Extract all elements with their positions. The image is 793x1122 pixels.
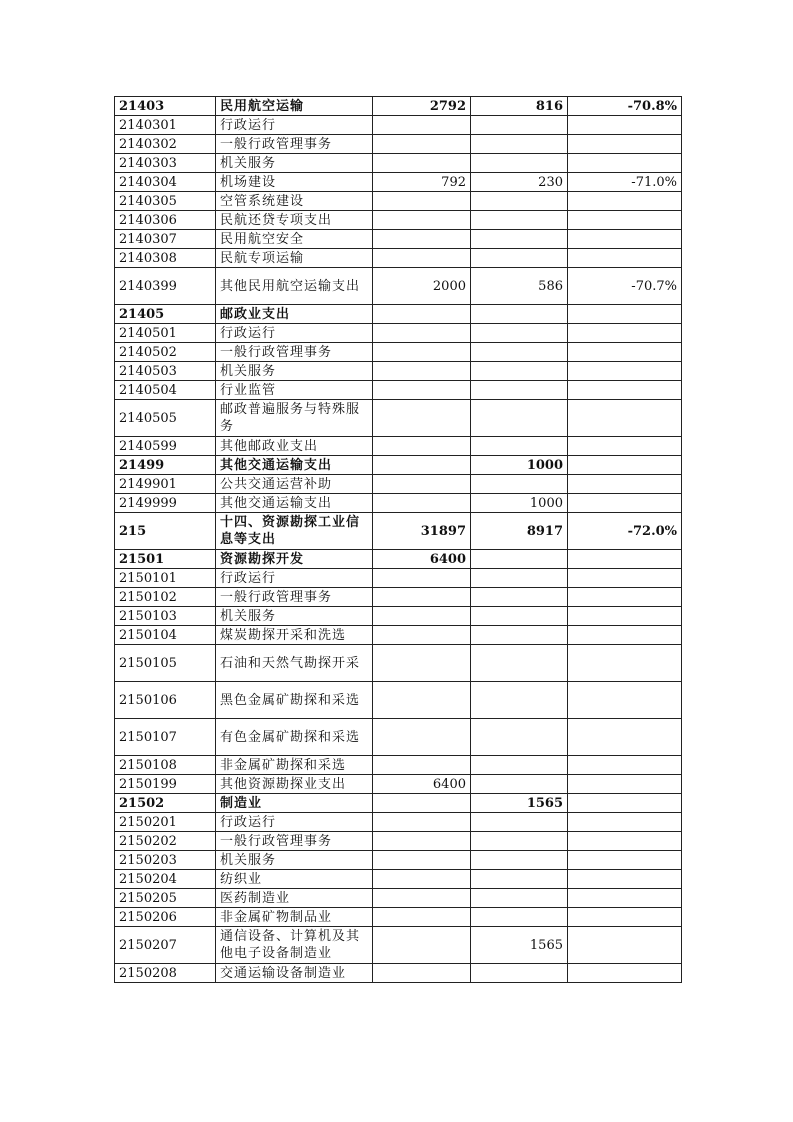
subject-name-cell: 一般行政管理事务 — [216, 343, 373, 362]
amount-cell-1: 792 — [373, 173, 471, 192]
subject-name-cell: 其他交通运输支出 — [216, 456, 373, 475]
subject-code-cell: 2150103 — [115, 607, 216, 626]
subject-name-cell: 邮政普遍服务与特殊服务 — [216, 400, 373, 437]
amount-cell-2 — [471, 230, 568, 249]
table-row — [115, 908, 682, 927]
subject-name-cell: 黑色金属矿勘探和采选 — [216, 682, 373, 719]
subject-code-cell: 2150204 — [115, 870, 216, 889]
table-row — [115, 494, 682, 513]
subject-name-cell: 一般行政管理事务 — [216, 588, 373, 607]
subject-code-cell: 2140505 — [115, 400, 216, 437]
change-percent-cell — [568, 927, 682, 964]
subject-code-cell: 2150203 — [115, 851, 216, 870]
table-row — [115, 249, 682, 268]
table-row — [115, 569, 682, 588]
amount-cell-1 — [373, 381, 471, 400]
subject-code-cell: 2150101 — [115, 569, 216, 588]
table-category-row — [115, 305, 682, 324]
amount-cell-2 — [471, 437, 568, 456]
change-percent-cell: -70.8% — [568, 97, 682, 116]
subject-name-cell: 通信设备、计算机及其他电子设备制造业 — [216, 927, 373, 964]
amount-cell-2 — [471, 211, 568, 230]
change-percent-cell — [568, 324, 682, 343]
subject-code-cell: 21405 — [115, 305, 216, 324]
change-percent-cell — [568, 794, 682, 813]
amount-cell-2: 586 — [471, 268, 568, 305]
subject-code-cell: 2150206 — [115, 908, 216, 927]
change-percent-cell: -70.7% — [568, 268, 682, 305]
subject-name-cell: 一般行政管理事务 — [216, 832, 373, 851]
subject-code-cell: 2140599 — [115, 437, 216, 456]
subject-name-cell: 机关服务 — [216, 607, 373, 626]
table-row — [115, 268, 682, 305]
amount-cell-1 — [373, 870, 471, 889]
amount-cell-2 — [471, 775, 568, 794]
amount-cell-1: 6400 — [373, 775, 471, 794]
amount-cell-1 — [373, 645, 471, 682]
amount-cell-1 — [373, 626, 471, 645]
change-percent-cell — [568, 475, 682, 494]
change-percent-cell — [568, 870, 682, 889]
subject-name-cell: 空管系统建设 — [216, 192, 373, 211]
table-row — [115, 343, 682, 362]
table-row — [115, 626, 682, 645]
subject-name-cell: 非金属矿勘探和采选 — [216, 756, 373, 775]
amount-cell-2 — [471, 645, 568, 682]
table-row — [115, 775, 682, 794]
subject-name-cell: 机场建设 — [216, 173, 373, 192]
subject-name-cell: 民航专项运输 — [216, 249, 373, 268]
subject-name-cell: 医药制造业 — [216, 889, 373, 908]
amount-cell-2 — [471, 889, 568, 908]
amount-cell-2 — [471, 192, 568, 211]
table-row — [115, 192, 682, 211]
table-row — [115, 381, 682, 400]
table-row — [115, 964, 682, 983]
change-percent-cell — [568, 400, 682, 437]
change-percent-cell — [568, 908, 682, 927]
subject-code-cell: 2140305 — [115, 192, 216, 211]
budget-table-body — [115, 97, 682, 983]
change-percent-cell — [568, 437, 682, 456]
amount-cell-1: 2000 — [373, 268, 471, 305]
subject-code-cell: 2140503 — [115, 362, 216, 381]
table-row — [115, 889, 682, 908]
amount-cell-2 — [471, 305, 568, 324]
amount-cell-1 — [373, 832, 471, 851]
change-percent-cell — [568, 775, 682, 794]
subject-code-cell: 2140301 — [115, 116, 216, 135]
subject-code-cell: 2140399 — [115, 268, 216, 305]
change-percent-cell — [568, 756, 682, 775]
subject-name-cell: 交通运输设备制造业 — [216, 964, 373, 983]
amount-cell-2 — [471, 550, 568, 569]
amount-cell-1 — [373, 249, 471, 268]
subject-name-cell: 民航还贷专项支出 — [216, 211, 373, 230]
subject-code-cell: 21502 — [115, 794, 216, 813]
subject-name-cell: 邮政业支出 — [216, 305, 373, 324]
subject-code-cell: 2140308 — [115, 249, 216, 268]
amount-cell-1: 6400 — [373, 550, 471, 569]
subject-name-cell: 石油和天然气勘探开采 — [216, 645, 373, 682]
change-percent-cell: -71.0% — [568, 173, 682, 192]
amount-cell-1 — [373, 756, 471, 775]
subject-code-cell: 2150199 — [115, 775, 216, 794]
amount-cell-1 — [373, 569, 471, 588]
amount-cell-2: 8917 — [471, 513, 568, 550]
table-row — [115, 832, 682, 851]
amount-cell-2: 1565 — [471, 794, 568, 813]
change-percent-cell — [568, 889, 682, 908]
amount-cell-1 — [373, 927, 471, 964]
amount-cell-2 — [471, 381, 568, 400]
amount-cell-2 — [471, 908, 568, 927]
subject-code-cell: 2150208 — [115, 964, 216, 983]
budget-table — [114, 96, 682, 983]
amount-cell-1 — [373, 719, 471, 756]
table-row — [115, 870, 682, 889]
subject-code-cell: 2150102 — [115, 588, 216, 607]
amount-cell-1 — [373, 211, 471, 230]
subject-code-cell: 2150105 — [115, 645, 216, 682]
amount-cell-1 — [373, 889, 471, 908]
amount-cell-2: 1000 — [471, 456, 568, 475]
amount-cell-1 — [373, 851, 471, 870]
table-row — [115, 927, 682, 964]
amount-cell-1 — [373, 475, 471, 494]
subject-code-cell: 2149901 — [115, 475, 216, 494]
subject-code-cell: 21501 — [115, 550, 216, 569]
subject-name-cell: 其他邮政业支出 — [216, 437, 373, 456]
amount-cell-1 — [373, 813, 471, 832]
table-row — [115, 588, 682, 607]
subject-name-cell: 有色金属矿勘探和采选 — [216, 719, 373, 756]
subject-name-cell: 机关服务 — [216, 154, 373, 173]
table-row — [115, 607, 682, 626]
amount-cell-1 — [373, 343, 471, 362]
amount-cell-1 — [373, 437, 471, 456]
subject-name-cell: 制造业 — [216, 794, 373, 813]
subject-code-cell: 2150108 — [115, 756, 216, 775]
amount-cell-2 — [471, 400, 568, 437]
change-percent-cell — [568, 249, 682, 268]
amount-cell-2 — [471, 756, 568, 775]
table-row — [115, 813, 682, 832]
table-row — [115, 230, 682, 249]
subject-name-cell: 其他资源勘探业支出 — [216, 775, 373, 794]
amount-cell-1 — [373, 456, 471, 475]
table-row — [115, 719, 682, 756]
subject-name-cell: 其他民用航空运输支出 — [216, 268, 373, 305]
amount-cell-1 — [373, 682, 471, 719]
subject-name-cell: 机关服务 — [216, 362, 373, 381]
table-row — [115, 135, 682, 154]
subject-code-cell: 2140302 — [115, 135, 216, 154]
change-percent-cell — [568, 192, 682, 211]
amount-cell-2: 230 — [471, 173, 568, 192]
amount-cell-1 — [373, 230, 471, 249]
subject-name-cell: 行业监管 — [216, 381, 373, 400]
amount-cell-1 — [373, 607, 471, 626]
table-row — [115, 173, 682, 192]
amount-cell-1 — [373, 324, 471, 343]
amount-cell-1 — [373, 400, 471, 437]
subject-code-cell: 21403 — [115, 97, 216, 116]
amount-cell-2 — [471, 135, 568, 154]
table-row — [115, 645, 682, 682]
subject-name-cell: 一般行政管理事务 — [216, 135, 373, 154]
subject-code-cell: 2140303 — [115, 154, 216, 173]
amount-cell-1 — [373, 794, 471, 813]
subject-code-cell: 2149999 — [115, 494, 216, 513]
amount-cell-2 — [471, 362, 568, 381]
table-row — [115, 437, 682, 456]
subject-code-cell: 2150202 — [115, 832, 216, 851]
change-percent-cell — [568, 494, 682, 513]
amount-cell-1 — [373, 192, 471, 211]
change-percent-cell — [568, 851, 682, 870]
subject-name-cell: 非金属矿物制品业 — [216, 908, 373, 927]
change-percent-cell — [568, 211, 682, 230]
amount-cell-2 — [471, 870, 568, 889]
subject-code-cell: 2150107 — [115, 719, 216, 756]
amount-cell-2 — [471, 154, 568, 173]
change-percent-cell — [568, 362, 682, 381]
amount-cell-2 — [471, 607, 568, 626]
subject-code-cell: 2140307 — [115, 230, 216, 249]
subject-code-cell: 21499 — [115, 456, 216, 475]
amount-cell-2 — [471, 324, 568, 343]
amount-cell-2: 1000 — [471, 494, 568, 513]
amount-cell-2: 1565 — [471, 927, 568, 964]
amount-cell-2 — [471, 569, 568, 588]
subject-name-cell: 民用航空运输 — [216, 97, 373, 116]
subject-name-cell: 其他交通运输支出 — [216, 494, 373, 513]
change-percent-cell: -72.0% — [568, 513, 682, 550]
change-percent-cell — [568, 813, 682, 832]
subject-code-cell: 2150205 — [115, 889, 216, 908]
subject-name-cell: 行政运行 — [216, 569, 373, 588]
table-row — [115, 475, 682, 494]
amount-cell-1: 31897 — [373, 513, 471, 550]
subject-name-cell: 煤炭勘探开采和洗选 — [216, 626, 373, 645]
subject-name-cell: 资源勘探开发 — [216, 550, 373, 569]
table-row — [115, 851, 682, 870]
subject-code-cell: 2150106 — [115, 682, 216, 719]
change-percent-cell — [568, 682, 682, 719]
change-percent-cell — [568, 550, 682, 569]
change-percent-cell — [568, 719, 682, 756]
change-percent-cell — [568, 116, 682, 135]
subject-name-cell: 行政运行 — [216, 813, 373, 832]
change-percent-cell — [568, 381, 682, 400]
amount-cell-1: 2792 — [373, 97, 471, 116]
subject-code-cell: 2140304 — [115, 173, 216, 192]
table-row — [115, 362, 682, 381]
amount-cell-2 — [471, 719, 568, 756]
subject-code-cell: 2150201 — [115, 813, 216, 832]
subject-code-cell: 2140501 — [115, 324, 216, 343]
subject-code-cell: 2140306 — [115, 211, 216, 230]
subject-name-cell: 机关服务 — [216, 851, 373, 870]
amount-cell-2 — [471, 964, 568, 983]
amount-cell-2 — [471, 343, 568, 362]
change-percent-cell — [568, 964, 682, 983]
amount-cell-2 — [471, 116, 568, 135]
amount-cell-2 — [471, 851, 568, 870]
amount-cell-2 — [471, 588, 568, 607]
table-row — [115, 154, 682, 173]
change-percent-cell — [568, 607, 682, 626]
table-category-row — [115, 513, 682, 550]
change-percent-cell — [568, 832, 682, 851]
amount-cell-2 — [471, 249, 568, 268]
amount-cell-1 — [373, 135, 471, 154]
change-percent-cell — [568, 569, 682, 588]
table-category-row — [115, 97, 682, 116]
table-category-row — [115, 550, 682, 569]
amount-cell-1 — [373, 362, 471, 381]
table-row — [115, 211, 682, 230]
table-row — [115, 400, 682, 437]
subject-name-cell: 民用航空安全 — [216, 230, 373, 249]
amount-cell-2 — [471, 682, 568, 719]
amount-cell-1 — [373, 116, 471, 135]
amount-cell-2 — [471, 475, 568, 494]
amount-cell-1 — [373, 908, 471, 927]
subject-code-cell: 215 — [115, 513, 216, 550]
subject-name-cell: 公共交通运营补助 — [216, 475, 373, 494]
subject-name-cell: 行政运行 — [216, 116, 373, 135]
amount-cell-1 — [373, 305, 471, 324]
subject-name-cell: 十四、资源勘探工业信息等支出 — [216, 513, 373, 550]
amount-cell-1 — [373, 588, 471, 607]
table-category-row — [115, 456, 682, 475]
change-percent-cell — [568, 135, 682, 154]
amount-cell-1 — [373, 154, 471, 173]
amount-cell-2 — [471, 813, 568, 832]
change-percent-cell — [568, 230, 682, 249]
subject-code-cell: 2150104 — [115, 626, 216, 645]
subject-code-cell: 2140502 — [115, 343, 216, 362]
subject-name-cell: 纺织业 — [216, 870, 373, 889]
table-row — [115, 324, 682, 343]
change-percent-cell — [568, 456, 682, 475]
table-row — [115, 682, 682, 719]
change-percent-cell — [568, 626, 682, 645]
subject-code-cell: 2140504 — [115, 381, 216, 400]
amount-cell-2 — [471, 832, 568, 851]
subject-code-cell: 2150207 — [115, 927, 216, 964]
amount-cell-2: 816 — [471, 97, 568, 116]
amount-cell-2 — [471, 626, 568, 645]
amount-cell-1 — [373, 964, 471, 983]
change-percent-cell — [568, 305, 682, 324]
change-percent-cell — [568, 588, 682, 607]
amount-cell-1 — [373, 494, 471, 513]
change-percent-cell — [568, 645, 682, 682]
table-row — [115, 756, 682, 775]
table-row — [115, 116, 682, 135]
table-category-row — [115, 794, 682, 813]
change-percent-cell — [568, 343, 682, 362]
subject-name-cell: 行政运行 — [216, 324, 373, 343]
change-percent-cell — [568, 154, 682, 173]
